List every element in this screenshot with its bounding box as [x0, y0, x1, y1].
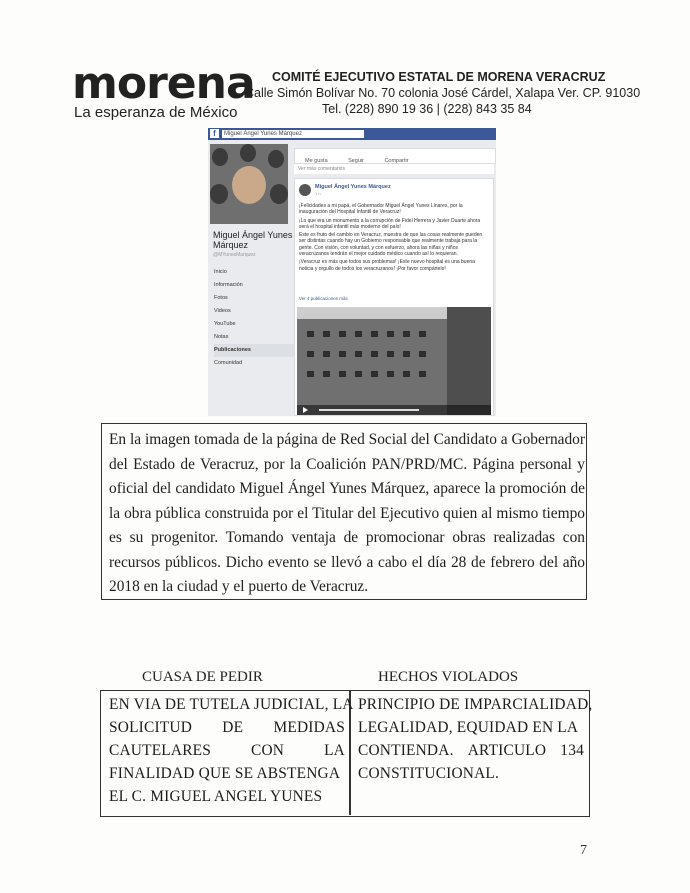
play-icon [303, 407, 308, 413]
facebook-icon: f [210, 129, 219, 138]
cause-word: SOLICITUD [109, 719, 193, 736]
violation-word: ARTICULO [467, 742, 547, 759]
violation-word: 134 [560, 742, 584, 759]
cause-line [109, 739, 345, 762]
cause-word: CAUTELARES [109, 742, 212, 759]
profile-name: Miguel Ángel Yunes Márquez [213, 230, 293, 250]
facebook-screenshot [208, 128, 496, 416]
more-comments-link: Ver más comentarios [294, 164, 494, 174]
profile-nav [214, 266, 294, 370]
violation-word: CONSTITUCIONAL. [358, 765, 500, 782]
cause-word: CON [251, 742, 285, 759]
see-more-link: Ver 4 publicaciones más [299, 296, 348, 301]
facebook-post [294, 178, 494, 416]
post-paragraph: ¡Veracruz es más que todos sus problemas! ¡Este nuevo hospital es una buena noticia y orgullo de todos los veracruzanos! ¡Por favor compártelo! [299, 259, 475, 272]
share-action: Compartir [384, 158, 409, 164]
cause-line [109, 716, 345, 739]
nav-item-youtube: YouTube [214, 321, 236, 327]
table-header-violations: HECHOS VIOLADOS [378, 669, 519, 685]
cause-word: DE [222, 719, 244, 736]
post-actions-bar [294, 148, 496, 164]
description-box [101, 423, 587, 600]
claims-table [100, 690, 593, 817]
video-progress-bar [319, 409, 419, 411]
logo-tagline: La esperanza de México [74, 104, 238, 121]
nav-item-informacion: Información [214, 282, 243, 288]
nav-item-comunidad: Comunidad [214, 360, 243, 366]
page-number: 7 [580, 843, 587, 858]
nav-item-fotos: Fotos [214, 295, 228, 301]
post-time: 1 h [315, 191, 321, 196]
violation-line [358, 762, 584, 785]
facebook-search-field: Miguel Ángel Yunes Márquez [222, 130, 364, 138]
profile-photo [210, 144, 288, 224]
violation-word: CONTIENDA. [358, 742, 454, 759]
post-paragraph: ¡Felicidades a mi papá, el Gobernador Miguel Ángel Yunes Linares, por la inauguración del Hospital Infantil de Veracruz! [299, 203, 463, 216]
hospital-video-still [297, 307, 491, 415]
post-paragraph: Este es fruto del cambio en Veracruz, muestra de que las cosas realmente pueden ser distintas cuando hay un Gobierno responsable que realmente trabaja para la gente. Con visión, con voluntad, y con esfuerzo, ahora las niñas y niños veracruzanos tendrán el mejor cuidado médico cuando así lo requieran. [299, 232, 483, 258]
author-avatar [299, 184, 311, 196]
violation-line [358, 693, 593, 716]
nav-item-inicio: Inicio [214, 269, 227, 275]
cause-line [109, 693, 354, 716]
morena-logo: morena [72, 58, 255, 109]
cause-word: LA [324, 742, 345, 759]
video-controls [297, 405, 491, 415]
post-author: Miguel Ángel Yunes Márquez [315, 184, 391, 190]
follow-action: Seguir [348, 158, 364, 164]
violation-word: LEGALIDAD, EQUIDAD EN LA [358, 719, 579, 736]
cause-word: MEDIDAS [273, 719, 345, 736]
table-header-cause: CUASA DE PEDIR [142, 669, 263, 685]
nav-item-publicaciones: Publicaciones [214, 344, 294, 357]
violation-line [358, 739, 584, 762]
organization-name: COMITÉ EJECUTIVO ESTATAL DE MORENA VERACRUZ [272, 70, 606, 84]
organization-address: Calle Simón Bolívar No. 70 colonia José Cárdel, Xalapa Ver. CP. 91030 [245, 86, 641, 100]
violation-line [358, 716, 584, 739]
description-text: En la imagen tomada de la página de Red Social del Candidato a Gobernador del Estado de Veracruz, por la Coalición PAN/PRD/MC. Página personal y oficial del candidato Miguel Ángel Yunes Márquez, aparece la promoción de la obra pública construida por el Titular del Ejecutivo quien al mismo tiempo es su progenitor. Tomando ventaja de promocionar obras realizadas con recursos públicos. Dicho evento se llevó a cabo el día 28 de febrero del año 2018 en la ciudad y el puerto de Veracruz. [109, 431, 585, 595]
nav-item-videos: Videos [214, 308, 231, 314]
post-paragraph: ¡Lo que era un monumento a la corrupción de Fidel Herrera y Javier Duarte ahora será el hospital infantil más moderno del país! [299, 217, 481, 230]
cause-word: EL C. MIGUEL ANGEL YUNES [109, 788, 323, 805]
violation-word: PRINCIPIO DE IMPARCIALIDAD, [358, 696, 593, 713]
nav-item-notas: Notas [214, 334, 229, 340]
like-action: Me gusta [305, 158, 328, 164]
facebook-top-bar [208, 128, 496, 140]
cause-word: FINALIDAD QUE SE ABSTENGA [109, 765, 341, 782]
cause-cell [109, 693, 354, 808]
organization-phone: Tel. (228) 890 19 36 | (228) 843 35 84 [322, 102, 532, 116]
profile-handle: @MYunesMarquez [213, 252, 256, 258]
cause-line [109, 762, 345, 785]
post-text [299, 203, 489, 274]
cause-word: EN VIA DE TUTELA JUDICIAL, LA [109, 696, 354, 713]
cause-line [109, 785, 345, 808]
violations-cell [358, 693, 593, 785]
